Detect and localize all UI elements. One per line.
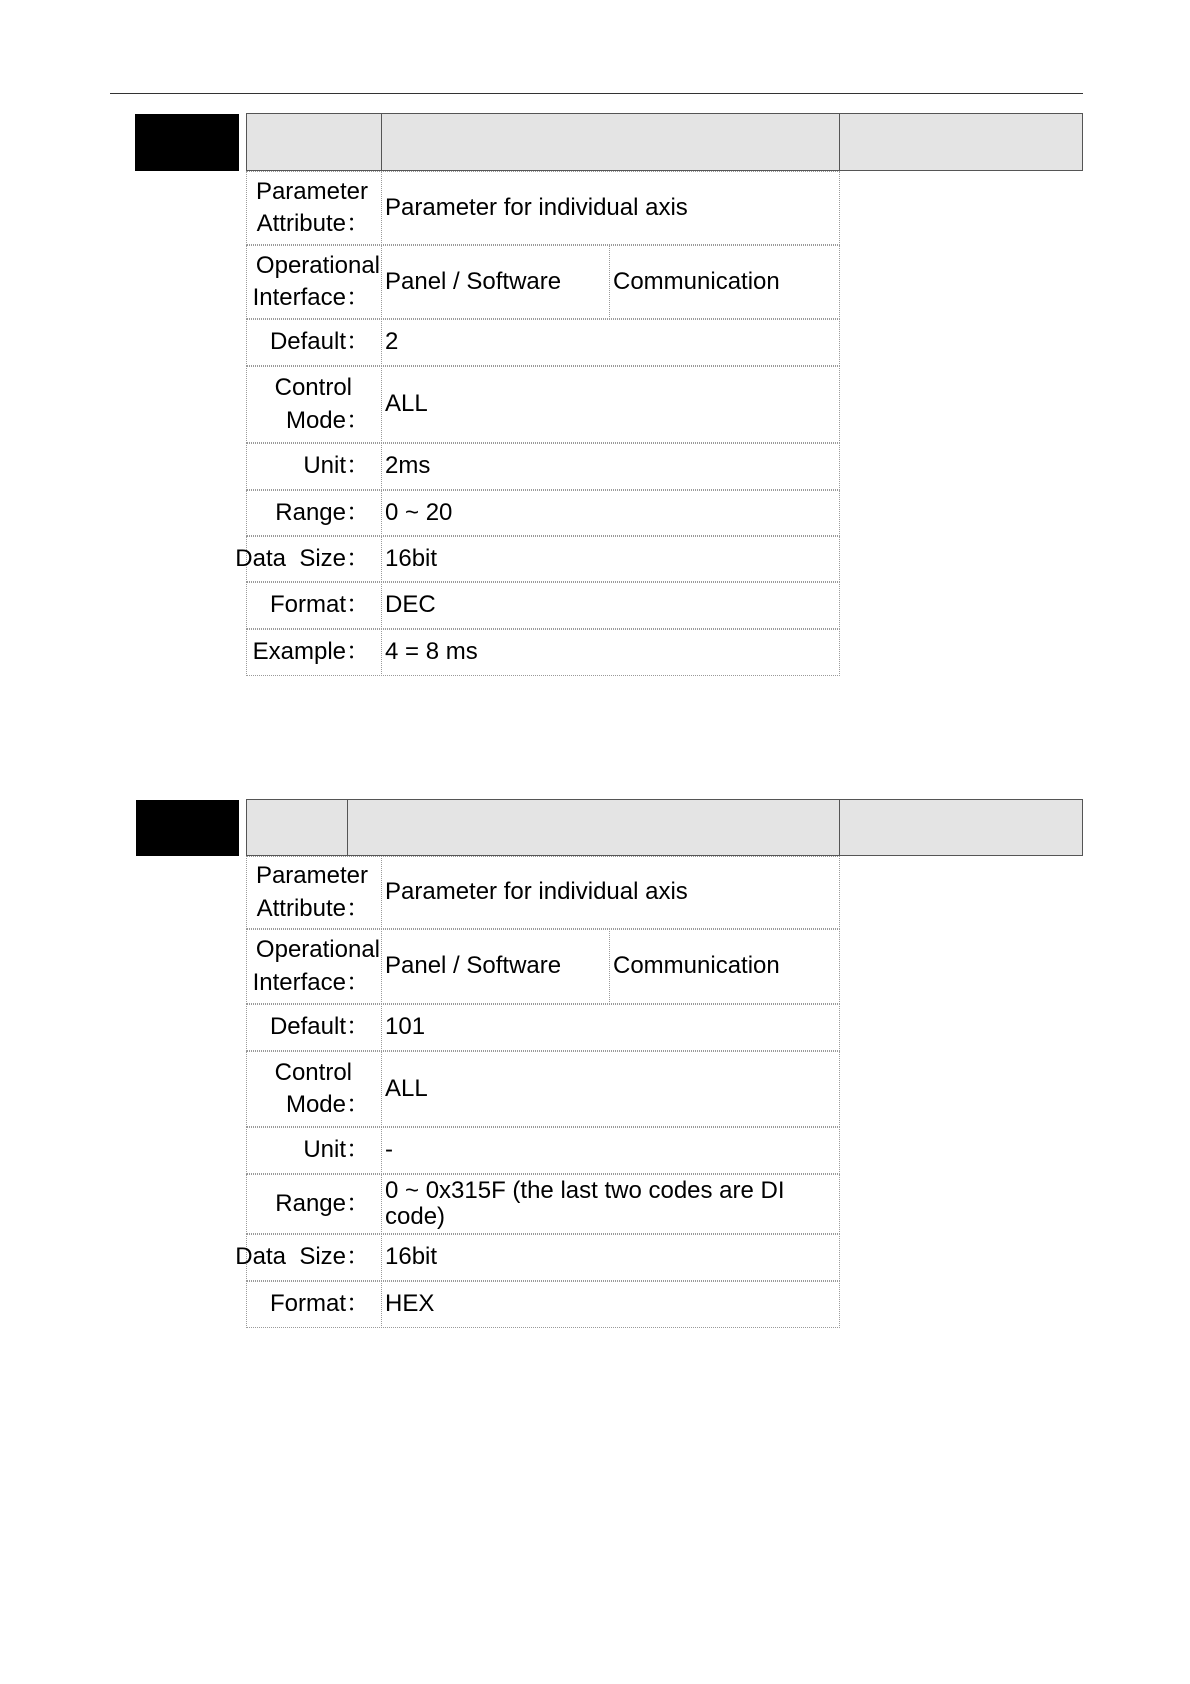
header-rule <box>110 93 1083 94</box>
parameter-name-header-cell <box>381 113 840 171</box>
attribute-label-line1: Parameter <box>255 177 368 205</box>
format-value: HEX <box>381 1281 840 1328</box>
interface-label <box>246 245 382 319</box>
attribute-value: Parameter for individual axis <box>381 171 840 245</box>
unit-label: Unit： <box>246 1127 382 1174</box>
interface-comm-value: Communication <box>609 245 840 319</box>
unit-label: Unit： <box>246 443 382 490</box>
range-value-line1: 0 ~ 0x315F (the last two codes are DI <box>385 1176 785 1204</box>
interface-label-line1: Operational <box>255 251 380 279</box>
control-mode-value: ALL <box>381 366 840 443</box>
data-size-label: Data Size： <box>246 536 382 582</box>
example-value: 4 = 8 ms <box>381 629 840 676</box>
default-label: Default： <box>246 1004 382 1051</box>
interface-label <box>246 929 382 1004</box>
attribute-label-line2: Attribute： <box>256 210 370 237</box>
range-value: 0 ~ 20 <box>381 490 840 536</box>
unit-value: 2ms <box>381 443 840 490</box>
range-label: Range： <box>246 490 382 536</box>
interface-label-line2: Interface： <box>252 968 370 996</box>
control-mode-value: ALL <box>381 1051 840 1127</box>
default-value: 2 <box>381 319 840 366</box>
parameter-address-header-cell <box>839 799 1083 856</box>
parameter-name-header-cell <box>347 799 840 856</box>
interface-label-line1: Operational <box>255 936 380 964</box>
interface-comm-value: Communication <box>609 929 840 1004</box>
attribute-value: Parameter for individual axis <box>381 856 840 929</box>
data-size-label: Data Size： <box>246 1234 382 1281</box>
interface-panel-value: Panel / Software <box>381 245 610 319</box>
control-mode-label <box>246 1051 382 1127</box>
control-mode-label <box>246 366 382 443</box>
range-label: Range： <box>246 1174 382 1234</box>
parameter-address-header-cell <box>839 113 1083 171</box>
format-label: Format： <box>246 582 382 629</box>
format-value: DEC <box>381 582 840 629</box>
format-label: Format： <box>246 1281 382 1328</box>
interface-label-line2: Interface： <box>252 284 370 311</box>
parameter-code-tab <box>136 800 239 856</box>
attribute-label-line1: Parameter <box>255 862 368 890</box>
range-value <box>381 1174 840 1234</box>
control-mode-label-line2: Mode： <box>285 406 370 434</box>
range-value-line2: code) <box>385 1203 446 1230</box>
interface-panel-value: Panel / Software <box>381 929 610 1004</box>
parameter-code-tab <box>135 114 239 171</box>
attribute-label <box>246 171 382 245</box>
data-size-value: 16bit <box>381 1234 840 1281</box>
control-mode-label-line2: Mode： <box>285 1091 370 1118</box>
parameter-code-header-cell <box>246 113 382 171</box>
parameter-code-header-cell <box>246 799 348 856</box>
attribute-label <box>246 856 382 929</box>
default-label: Default： <box>246 319 382 366</box>
default-value: 101 <box>381 1004 840 1051</box>
example-label: Example： <box>246 629 382 676</box>
control-mode-label-line1: Control <box>274 374 352 402</box>
control-mode-label-line1: Control <box>274 1058 352 1086</box>
data-size-value: 16bit <box>381 536 840 582</box>
unit-value: - <box>381 1127 840 1174</box>
attribute-label-line2: Attribute： <box>256 894 370 922</box>
